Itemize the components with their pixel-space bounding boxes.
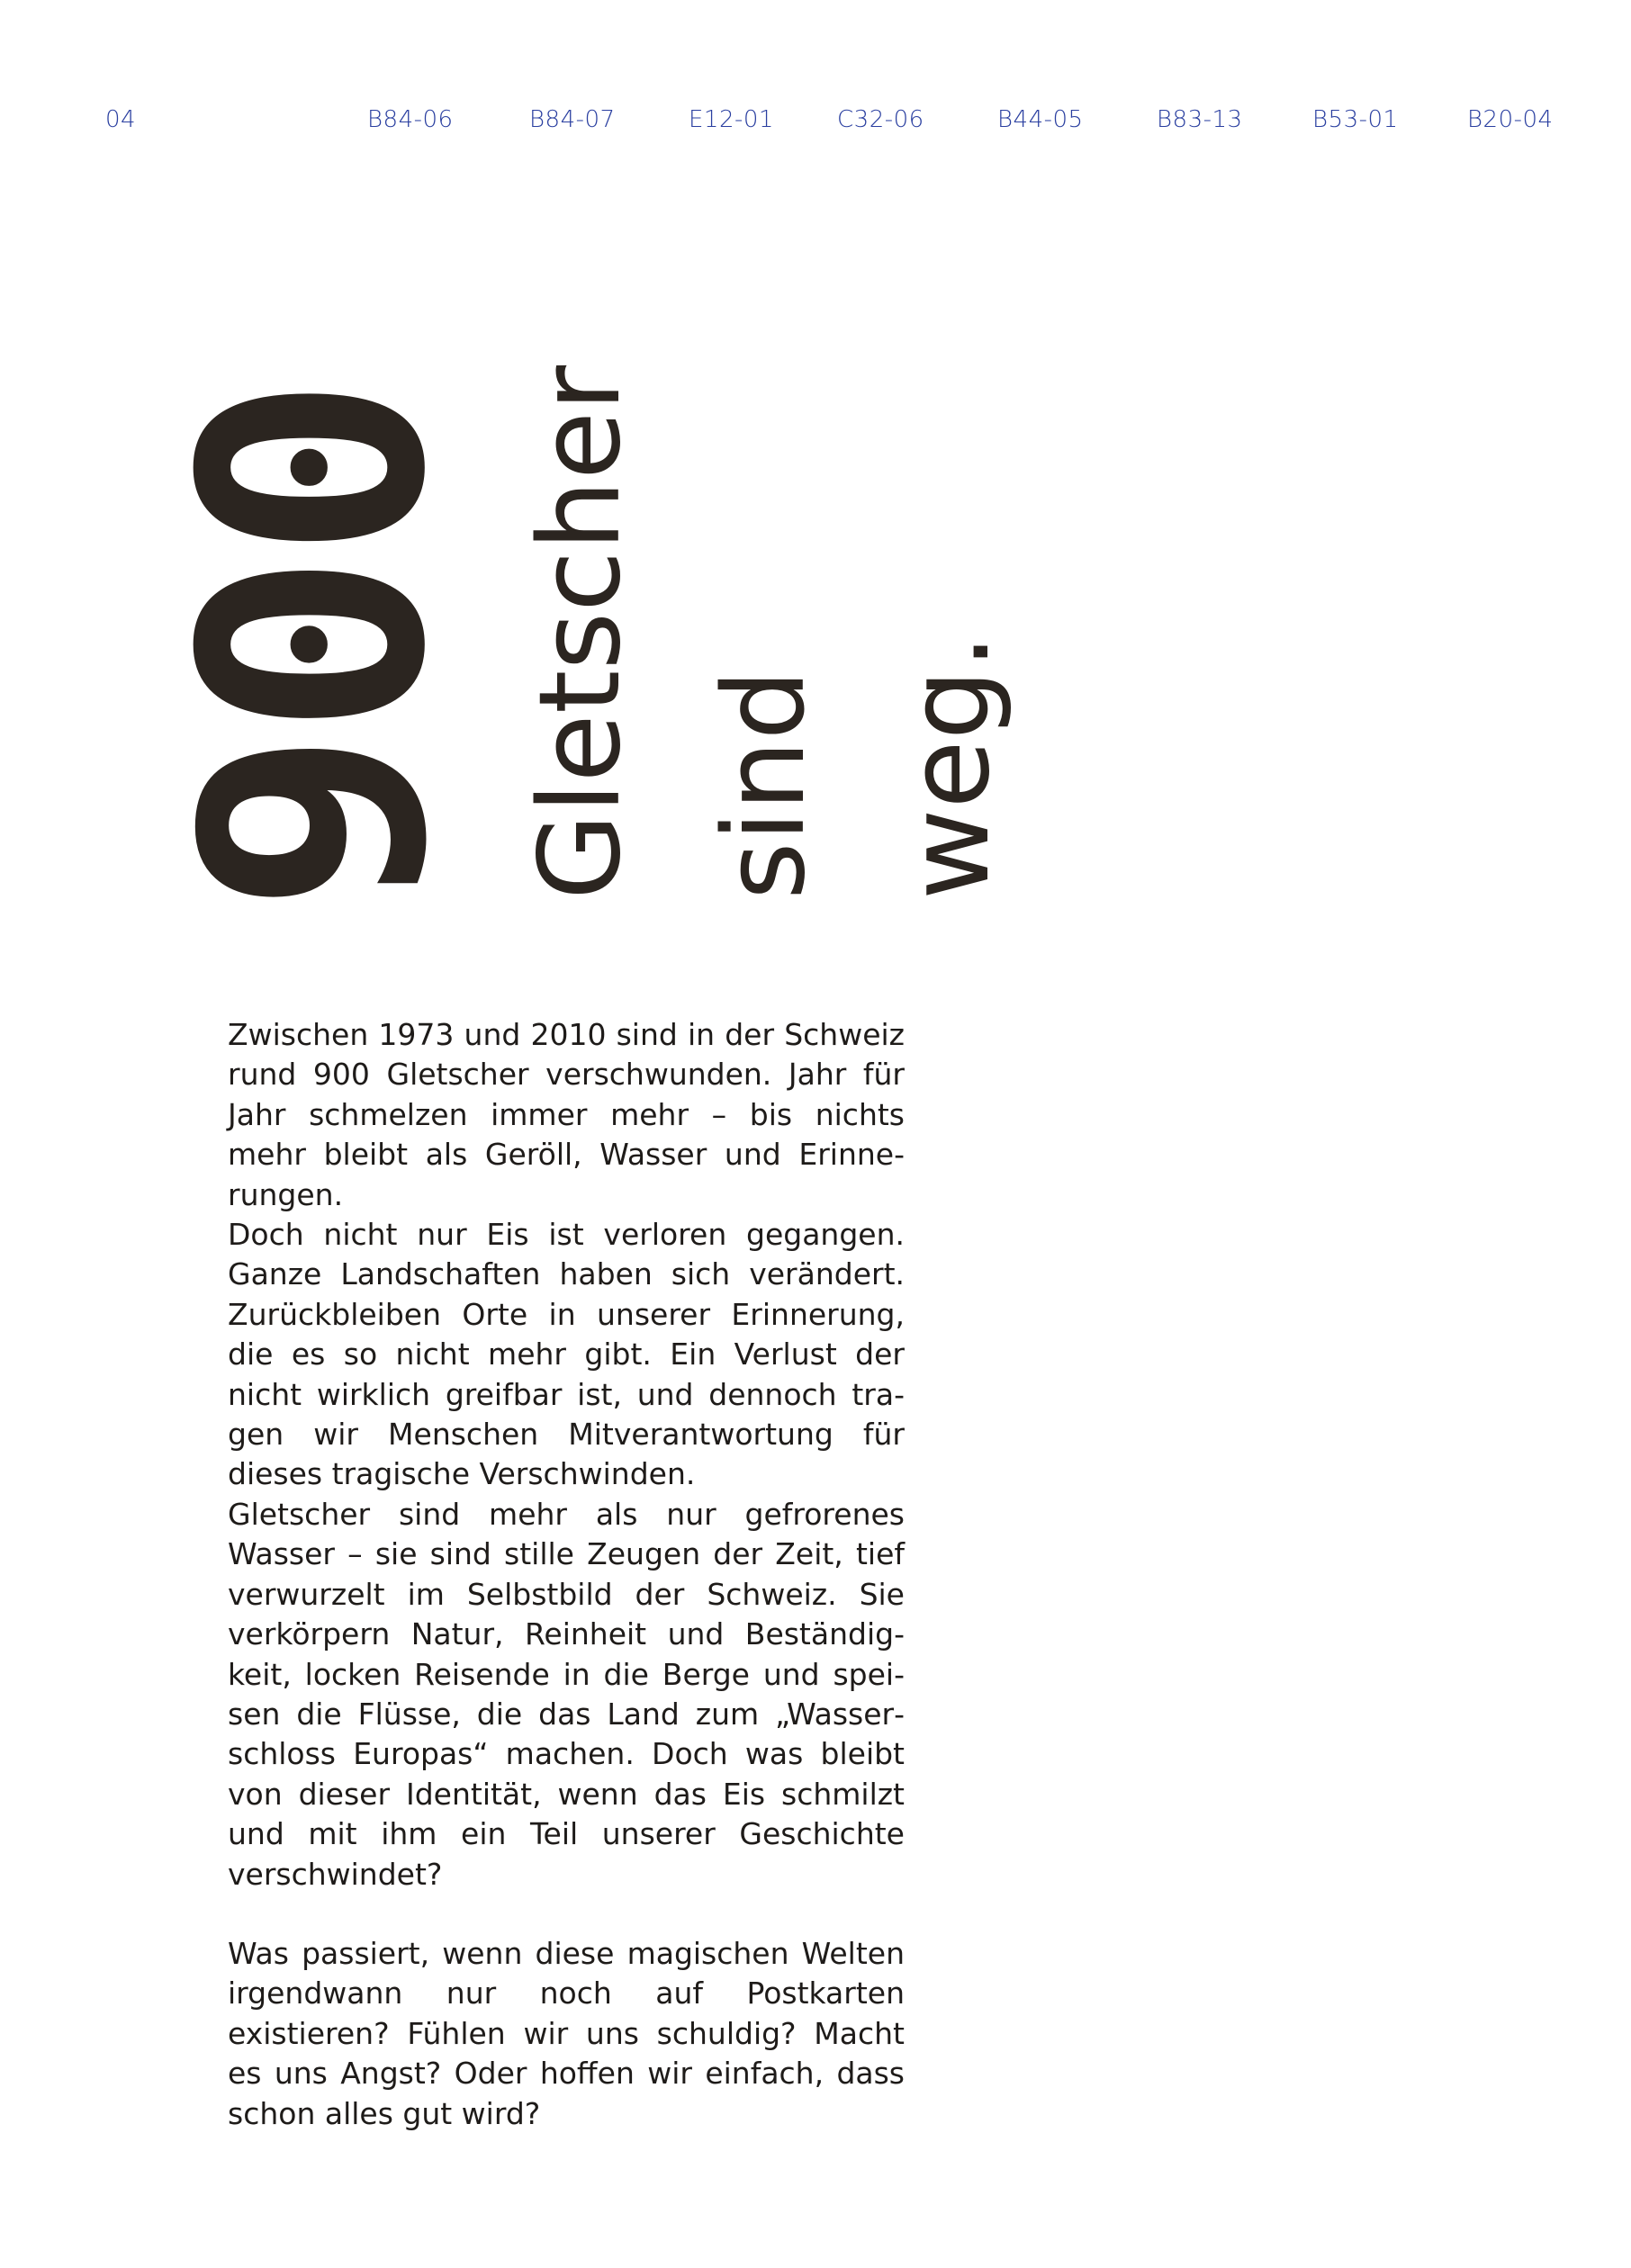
headline-word-gletscher: Gletscher [516,364,645,900]
code-link-e12-01[interactable]: E12-01 [689,106,774,133]
body-paragraph-3: Gletscher sind mehr als nur gefrorenes Wasser – sie sind stille Zeugen der Zeit, tief verwurzelt im Selbstbild der Schweiz. Sie verkörpern Natur, Reinheit und Beständigkeit, locken Reisende in die Berge und speisen die Flüsse, die das Land zum „Wasserschloss Europas“ machen. Doch was bleibt von dieser Identität, wenn das Eis schmilzt und mit ihm ein Teil unserer Geschichte verschwindet? [228,1496,905,1892]
headline [0,0,1631,945]
code-link-b20-04[interactable]: B20-04 [1467,106,1554,133]
headline-word-weg: weg. [885,634,1014,900]
headline-number: 900 [137,382,493,914]
code-link-b44-05[interactable]: B44-05 [997,106,1084,133]
code-link-b84-07[interactable]: B84-07 [529,106,616,133]
code-link-b53-01[interactable]: B53-01 [1312,106,1399,133]
code-link-c32-06[interactable]: C32-06 [837,106,924,133]
headline-word-sind: sind [700,669,830,900]
body-paragraph-1: Zwischen 1973 und 2010 sind in der Schweiz rund 900 Gletscher verschwunden. Jahr für Jahr schmelzen immer mehr – bis nichts mehr bleibt als Geröll, Wasser und Erinnerungen. [228,1017,905,1212]
code-link-b84-06[interactable]: B84-06 [367,106,454,133]
body-paragraph-2: Doch nicht nur Eis ist verloren gegangen. Ganze Landschaften haben sich verändert. Zurückbleiben Orte in unserer Erinnerung, die es so nicht mehr gibt. Ein Verlust der nicht wirklich greifbar ist, und dennoch tragen wir Menschen Mitverantwortung für dieses tragische Verschwinden. [228,1217,905,1492]
code-link-b83-13[interactable]: B83-13 [1157,106,1243,133]
page-number: 04 [105,106,137,133]
body-paragraph-4: Was passiert, wenn diese magischen Welten irgendwann nur noch auf Postkarten existieren? Fühlen wir uns schuldig? Macht es uns Angst? Oder hoffen wir einfach, dass schon alles gut wird? [228,1935,905,2131]
body-text [228,1015,905,2134]
